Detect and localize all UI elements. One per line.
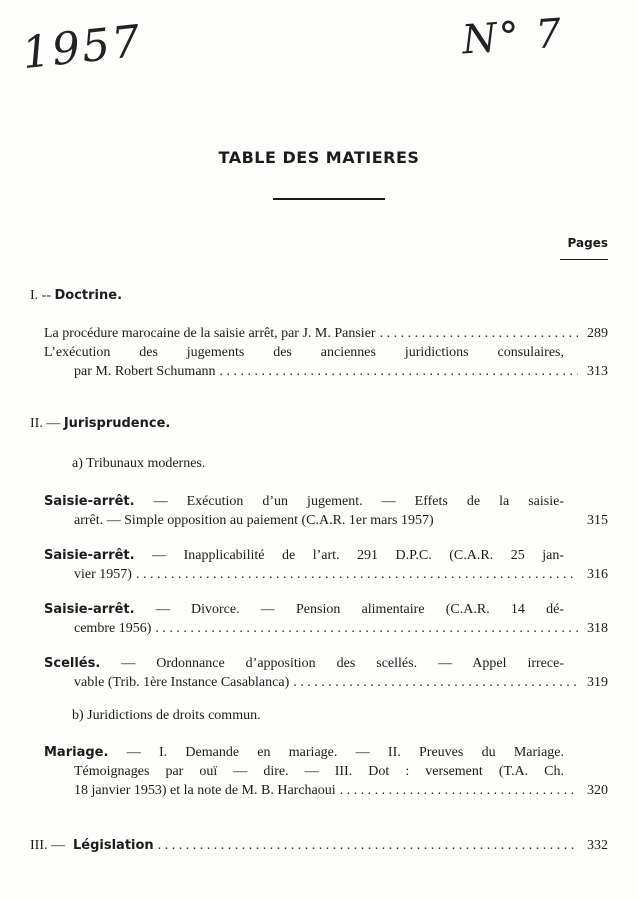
entry-text [44, 743, 564, 762]
entry-text-cont: vable (Trib. 1ère Instance Casablanca) [74, 675, 290, 690]
entry-keyword: Mariage. [44, 745, 109, 760]
title-underline [273, 198, 385, 200]
entry-text-rest: — Divorce. — Pension alimentaire (C.A.R. 14 dé- [134, 602, 564, 617]
entry-text-rest: — Inapplicabilité de l’art. 291 D.P.C. (C.A.R. 25 jan- [134, 548, 564, 563]
handwritten-year: 1957 [19, 15, 145, 80]
entry-text-cont: vier 1957) [74, 567, 132, 582]
entry-page: 320 [587, 783, 608, 798]
toc-entry-doctrine-2 [44, 343, 608, 381]
toc-entry-jurisprudence-3 [44, 600, 608, 638]
section-jurisprudence-heading [30, 416, 170, 432]
section-label: Législation [73, 838, 154, 853]
entry-text-cont: Témoignages par ouï — dire. — III. Dot : versement (T.A. Ch. [74, 764, 564, 779]
dot-leader [220, 362, 578, 381]
section-label: Doctrine. [54, 288, 123, 303]
section-legislation-heading [30, 836, 608, 855]
entry-keyword: Scellés. [44, 656, 101, 671]
subsection-tribunaux-modernes: a) Tribunaux modernes. [72, 456, 206, 471]
entry-text-rest: — Ordonnance d’apposition des scellés. — Appel irrece- [100, 656, 564, 671]
entry-text [44, 492, 564, 511]
section-number: III. — [30, 838, 65, 853]
subsection-droits-commun: b) Juridictions de droits commun. [72, 708, 261, 723]
dot-leader [380, 324, 578, 343]
entry-text-cont: arrêt. — Simple opposition au paiement (C.A.R. 1er mars 1957) [74, 513, 434, 528]
entry-text-cont-2: 18 janvier 1953) et la note de M. B. Harchaoui [74, 783, 336, 798]
entry-keyword: Saisie-arrêt. [44, 548, 135, 563]
entry-page: 318 [587, 621, 608, 636]
entry-text-rest: — I. Demande en mariage. — II. Preuves du Mariage. [108, 745, 564, 760]
dot-leader [136, 565, 578, 584]
entry-text-cont: cembre 1956) [74, 621, 152, 636]
entry-text [44, 546, 564, 565]
entry-text: La procédure marocaine de la saisie arrêt, par J. M. Pansier [44, 326, 376, 341]
page-title: TABLE DES MATIERES [218, 148, 420, 167]
dot-leader [155, 619, 578, 638]
section-label: Jurisprudence. [63, 416, 171, 431]
entry-keyword: Saisie-arrêt. [44, 602, 135, 617]
dot-leader [340, 781, 578, 800]
entry-text [44, 654, 564, 673]
toc-entry-mariage [44, 743, 608, 800]
section-number: I. -- [30, 288, 51, 303]
pages-column-header: Pages [567, 236, 608, 250]
entry-text-rest: — Exécution d’un jugement. — Effets de la saisie- [134, 494, 564, 509]
entry-keyword: Saisie-arrêt. [44, 494, 135, 509]
section-doctrine-heading [30, 288, 122, 304]
entry-text [44, 600, 564, 619]
entry-page: 319 [587, 675, 608, 690]
dot-leader [158, 836, 578, 855]
toc-entry-jurisprudence-2 [44, 546, 608, 584]
entry-page: 316 [587, 567, 608, 582]
entry-page: 315 [587, 513, 608, 528]
entry-page: 289 [587, 326, 608, 341]
pages-header-underline [560, 259, 608, 260]
toc-entry-doctrine-1 [44, 324, 608, 343]
section-number: II. — [30, 416, 61, 431]
entry-text: L’exécution des jugements des anciennes juridictions consulaires, [44, 345, 564, 360]
entry-page: 313 [587, 364, 608, 379]
toc-entry-jurisprudence-1 [44, 492, 608, 530]
dot-leader [293, 673, 578, 692]
entry-text-cont: par M. Robert Schumann [74, 364, 216, 379]
entry-page: 332 [587, 838, 608, 853]
handwritten-number: N° 7 [460, 10, 565, 64]
toc-entry-jurisprudence-4 [44, 654, 608, 692]
